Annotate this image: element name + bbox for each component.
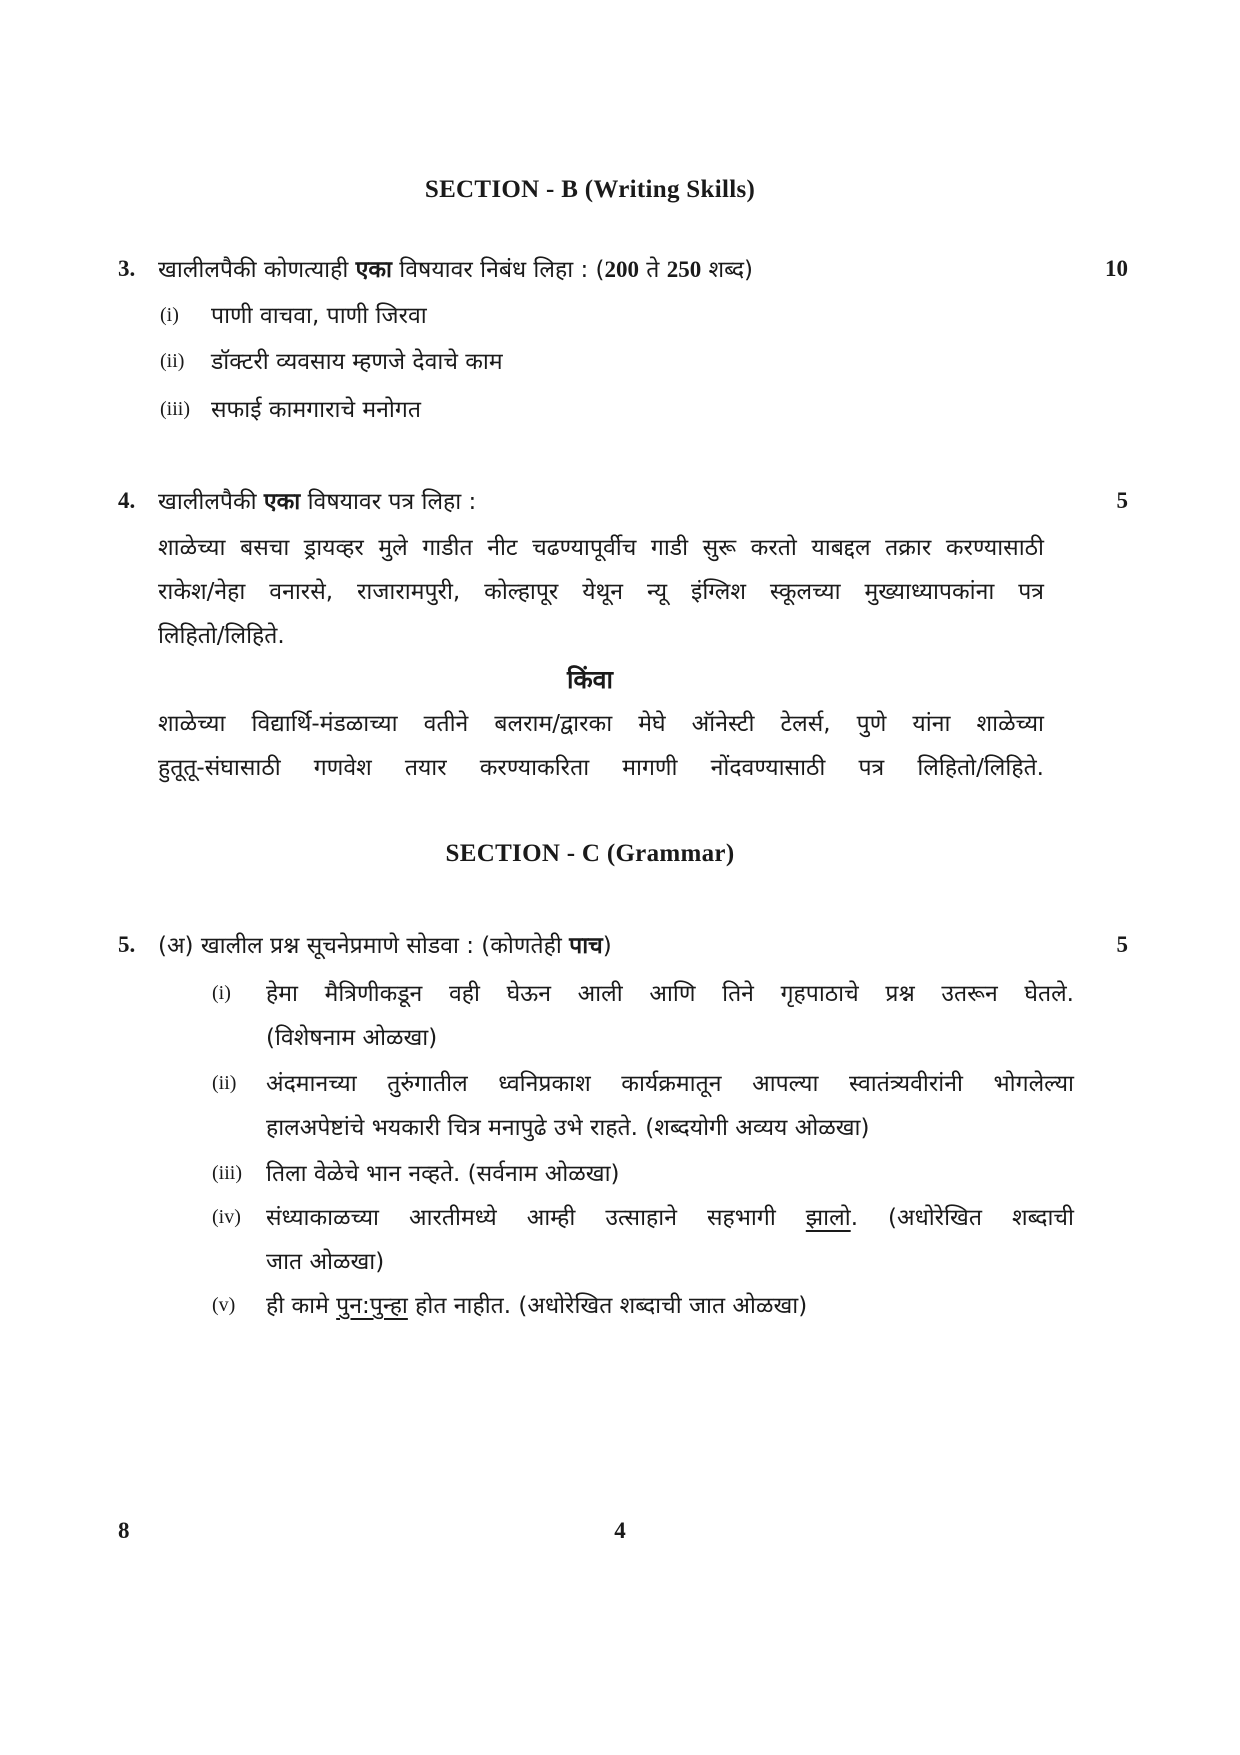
q5-item-iv-label: (iv) [212,1206,241,1228]
q4-prompt-post: विषयावर पत्र लिहा : [300,489,477,515]
page-number: 4 [614,1518,626,1543]
q3-option-2-label: (ii) [160,350,185,372]
q3-prompt-pre: खालीलपैकी कोणत्याही [158,257,356,283]
q3-prompt-bold: एका [355,257,392,283]
q5-item-ii-line-2: हालअपेष्टांचे भयकारी चित्र मनापुढे उभे राहते. (शब्दयोगी अव्यय ओळखा) [266,1115,870,1141]
q3-option-1-text: पाणी वाचवा, पाणी जिरवा [211,303,427,329]
q5-item-iv-underlined: झालो [805,1205,851,1231]
question-5-marks: 5 [1116,932,1128,957]
q3-option-3-label: (iii) [160,398,190,420]
q4-prompt-bold: एका [263,489,301,515]
q5-item-v-post: होत नाहीत. (अधोरेखित शब्दाची जात ओळखा) [407,1293,808,1319]
q5-item-i-label: (i) [212,982,231,1004]
q3-option-1-label: (i) [160,304,179,326]
q3-range-from: 200 [604,257,639,282]
q3-range-to: 250 [666,257,702,282]
q5-item-ii-line-1: अंदमानच्या तुरुंगातील ध्वनिप्रकाश कार्यक्रमातून आपल्या स्वातंत्र्यवीरांनी भोगलेल्या [266,1071,1074,1097]
q5-item-iv-pre: संध्याकाळच्या आरतीमध्ये आम्ही उत्साहाने सहभागी [266,1205,806,1231]
question-3-number: 3. [118,256,136,281]
question-3-prompt [158,252,753,284]
q4-letter1-line-1: शाळेच्या बसचा ड्रायव्हर मुले गाडीत नीट चढण्यापूर्वीच गाडी सुरू करतो याबद्दल तक्रार करण्यासाठी [158,535,1044,561]
q3-prompt-post: शब्द) [701,257,754,283]
section-c-title: SECTION - C (Grammar) [445,840,735,867]
q5-item-iii-line-1: तिला वेळेचे भान नव्हते. (सर्वनाम ओळखा) [266,1161,620,1187]
q5-item-v-line-1 [266,1288,807,1320]
q5-item-iii-label: (iii) [212,1162,242,1184]
q4-letter2-line-1: शाळेच्या विद्यार्थि-मंडळाच्या वतीने बलराम/द्वारका मेघे ऑनेस्टी टेलर्स, पुणे यांना शाळेच्या [158,711,1044,737]
paper-code: 8 [118,1518,130,1543]
q5-item-ii-label: (ii) [212,1072,237,1094]
q3-prompt-mid: विषयावर निबंध लिहा : ( [391,257,605,283]
question-5-number: 5. [118,932,136,957]
question-4-prompt [158,484,476,516]
q5-prompt-pre: (अ) खालील प्रश्न सूचनेप्रमाणे सोडवा : (कोणतेही [158,933,570,959]
section-b-title: SECTION - B (Writing Skills) [424,176,756,203]
question-4-marks: 5 [1116,488,1128,513]
question-3-marks: 10 [1105,256,1128,281]
q3-range-to-word: ते [639,257,667,283]
q5-item-iv-post: . (अधोरेखित शब्दाची [850,1205,1074,1231]
or-separator: किंवा [566,665,614,694]
q5-item-iv-line-2: जात ओळखा) [266,1249,385,1275]
q5-item-v-label: (v) [212,1294,236,1316]
q4-letter1-line-2: राकेश/नेहा वनारसे, राजारामपुरी, कोल्हापूर येथून न्यू इंग्लिश स्कूलच्या मुख्याध्यापकांना पत्र [158,579,1044,605]
q4-prompt-pre: खालीलपैकी [158,489,264,515]
q5-prompt-post: ) [602,933,612,959]
question-5-prompt [158,928,612,960]
q5-item-i-line-2: (विशेषनाम ओळखा) [266,1025,438,1051]
q3-option-2-text: डॉक्टरी व्यवसाय म्हणजे देवाचे काम [211,349,503,375]
q4-letter1-line-3: लिहितो/लिहिते. [158,623,285,649]
q5-item-v-underlined: पुन:पुन्हा [336,1293,408,1319]
q5-item-iv-line-1 [266,1200,1074,1232]
q5-item-i-line-1: हेमा मैत्रिणीकडून वही घेऊन आली आणि तिने गृहपाठाचे प्रश्न उतरून घेतले. [266,981,1074,1007]
q4-letter2-line-2: हुतूतू-संघासाठी गणवेश तयार करण्याकरिता मागणी नोंदवण्यासाठी पत्र लिहितो/लिहिते. [158,755,1044,781]
q5-item-v-pre: ही कामे [266,1293,337,1319]
q3-option-3-text: सफाई कामगाराचे मनोगत [211,397,421,423]
question-4-number: 4. [118,488,136,513]
q5-prompt-bold: पाच [569,933,603,959]
